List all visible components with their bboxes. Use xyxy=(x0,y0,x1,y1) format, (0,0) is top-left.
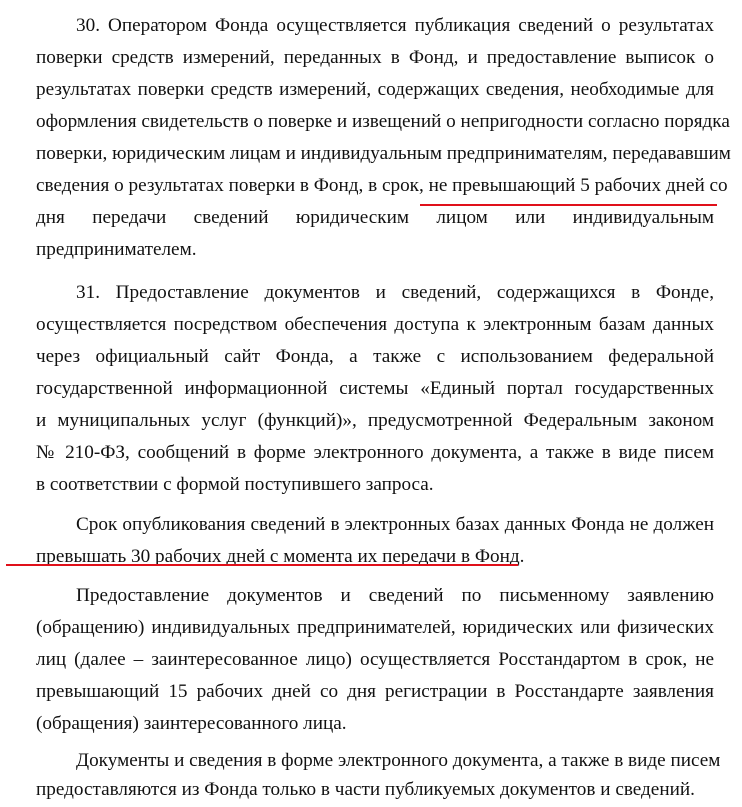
text-line: поверки средств измерений, переданных в Фонд, и предоставление выписок о xyxy=(36,47,714,68)
text-line: осуществляется посредством обеспечения доступа к электронным базам данных xyxy=(36,314,714,335)
text-line: сведения о результатах поверки в Фонд, в срок, не превышающий 5 рабочих дней со xyxy=(36,175,728,196)
red-underline-30-days xyxy=(6,564,518,566)
text-line: оформления свидетельств о поверке и извещений о непригодности согласно порядка xyxy=(36,111,730,132)
text-line: Предоставление документов и сведений по письменному заявлению xyxy=(76,585,714,606)
text-line: Срок опубликования сведений в электронных базах данных Фонда не должен xyxy=(76,514,714,535)
text-line: поверки, юридическим лицам и индивидуальным предпринимателям, передававшим xyxy=(36,143,731,164)
text-line: 31. Предоставление документов и сведений, содержащихся в Фонде, xyxy=(76,282,714,303)
text-line: государственной информационной системы «Единый портал государственных xyxy=(36,378,714,399)
text-line: предпринимателем. xyxy=(36,239,197,260)
text-line: результатах поверки средств измерений, содержащих сведения, необходимые для xyxy=(36,79,714,100)
text-line: через официальный сайт Фонда, а также с использованием федеральной xyxy=(36,346,714,367)
text-line: превышать 30 рабочих дней с момента их передачи в Фонд. xyxy=(36,546,525,567)
text-line: (обращения) заинтересованного лица. xyxy=(36,713,347,734)
red-underline-5-days xyxy=(420,204,717,206)
text-line: 30. Оператором Фонда осуществляется публикация сведений о результатах xyxy=(76,15,714,36)
text-line: в соответствии с формой поступившего запроса. xyxy=(36,474,434,495)
text-line: (обращению) индивидуальных предпринимателей, юридических или физических xyxy=(36,617,714,638)
text-line: Документы и сведения в форме электронного документа, а также в виде писем xyxy=(76,750,721,771)
text-line: лиц (далее – заинтересованное лицо) осуществляется Росстандартом в срок, не xyxy=(36,649,714,670)
text-line: превышающий 15 рабочих дней со дня регистрации в Росстандарте заявления xyxy=(36,681,714,702)
text-line: № 210-ФЗ, сообщений в форме электронного документа, а также в виде писем xyxy=(36,442,714,463)
text-line: и муниципальных услуг (функций)», предусмотренной Федеральным законом xyxy=(36,410,714,431)
text-line: предоставляются из Фонда только в части публикуемых документов и сведений. xyxy=(36,779,695,800)
text-line: дня передачи сведений юридическим лицом или индивидуальным xyxy=(36,207,714,228)
